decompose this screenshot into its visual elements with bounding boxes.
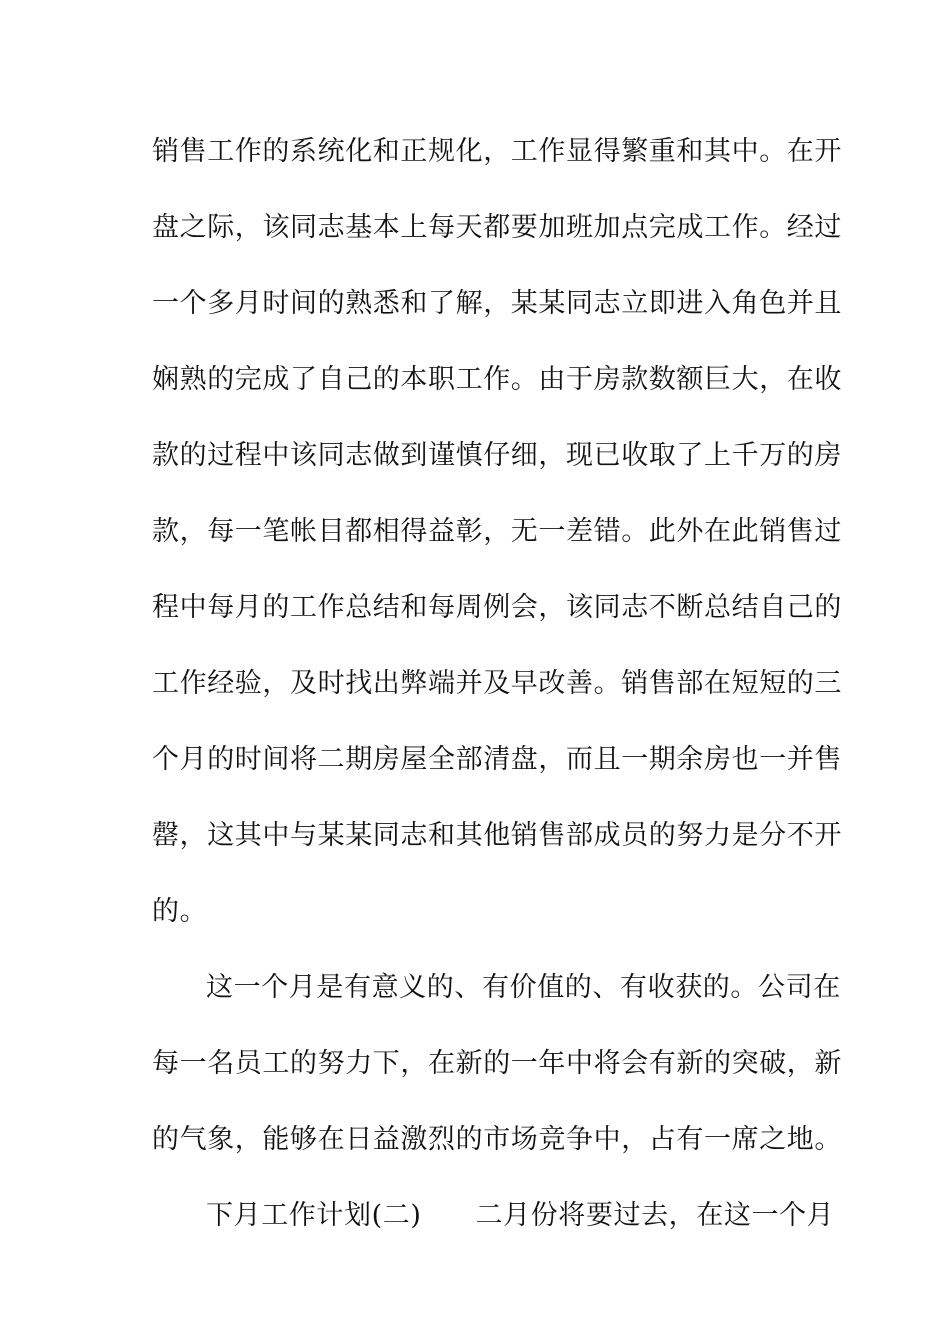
text-line: 罄，这其中与某某同志和其他销售部成员的努力是分不开	[152, 820, 842, 851]
text-line: 每一名员工的努力下，在新的一年中将会有新的突破，新	[152, 1048, 842, 1079]
text-line: 款，每一笔帐目都相得益彰，无一差错。此外在此销售过	[152, 516, 842, 547]
text-line: 个月的时间将二期房屋全部清盘，而且一期余房也一并售	[152, 744, 842, 775]
text-line: 娴熟的完成了自己的本职工作。由于房款数额巨大，在收	[152, 364, 842, 395]
section-line	[152, 1190, 835, 1266]
paragraph-first-line: 这一个月是有意义的、有价值的、有收获的。公司在	[206, 972, 841, 1003]
text-line: 程中每月的工作总结和每周例会，该同志不断总结自己的	[152, 592, 842, 623]
text-line: 工作经验，及时找出弊端并及早改善。销售部在短短的三	[152, 668, 842, 699]
text-line: 的。	[152, 896, 208, 927]
text-line: 款的过程中该同志做到谨慎仔细，现已收取了上千万的房	[152, 440, 842, 471]
body-text	[152, 126, 842, 1266]
text-line: 盘之际，该同志基本上每天都要加班加点完成工作。经过	[152, 212, 842, 243]
section-heading: 下月工作计划(二)	[206, 1200, 422, 1231]
text-line: 销售工作的系统化和正规化，工作显得繁重和其中。在开	[152, 136, 842, 167]
text-line: 一个多月时间的熟悉和了解，某某同志立即进入角色并且	[152, 288, 842, 319]
section-body-start: 二月份将要过去，在这一个月	[475, 1200, 835, 1231]
text-line: 的气象，能够在日益激烈的市场竞争中，占有一席之地。	[152, 1124, 842, 1155]
